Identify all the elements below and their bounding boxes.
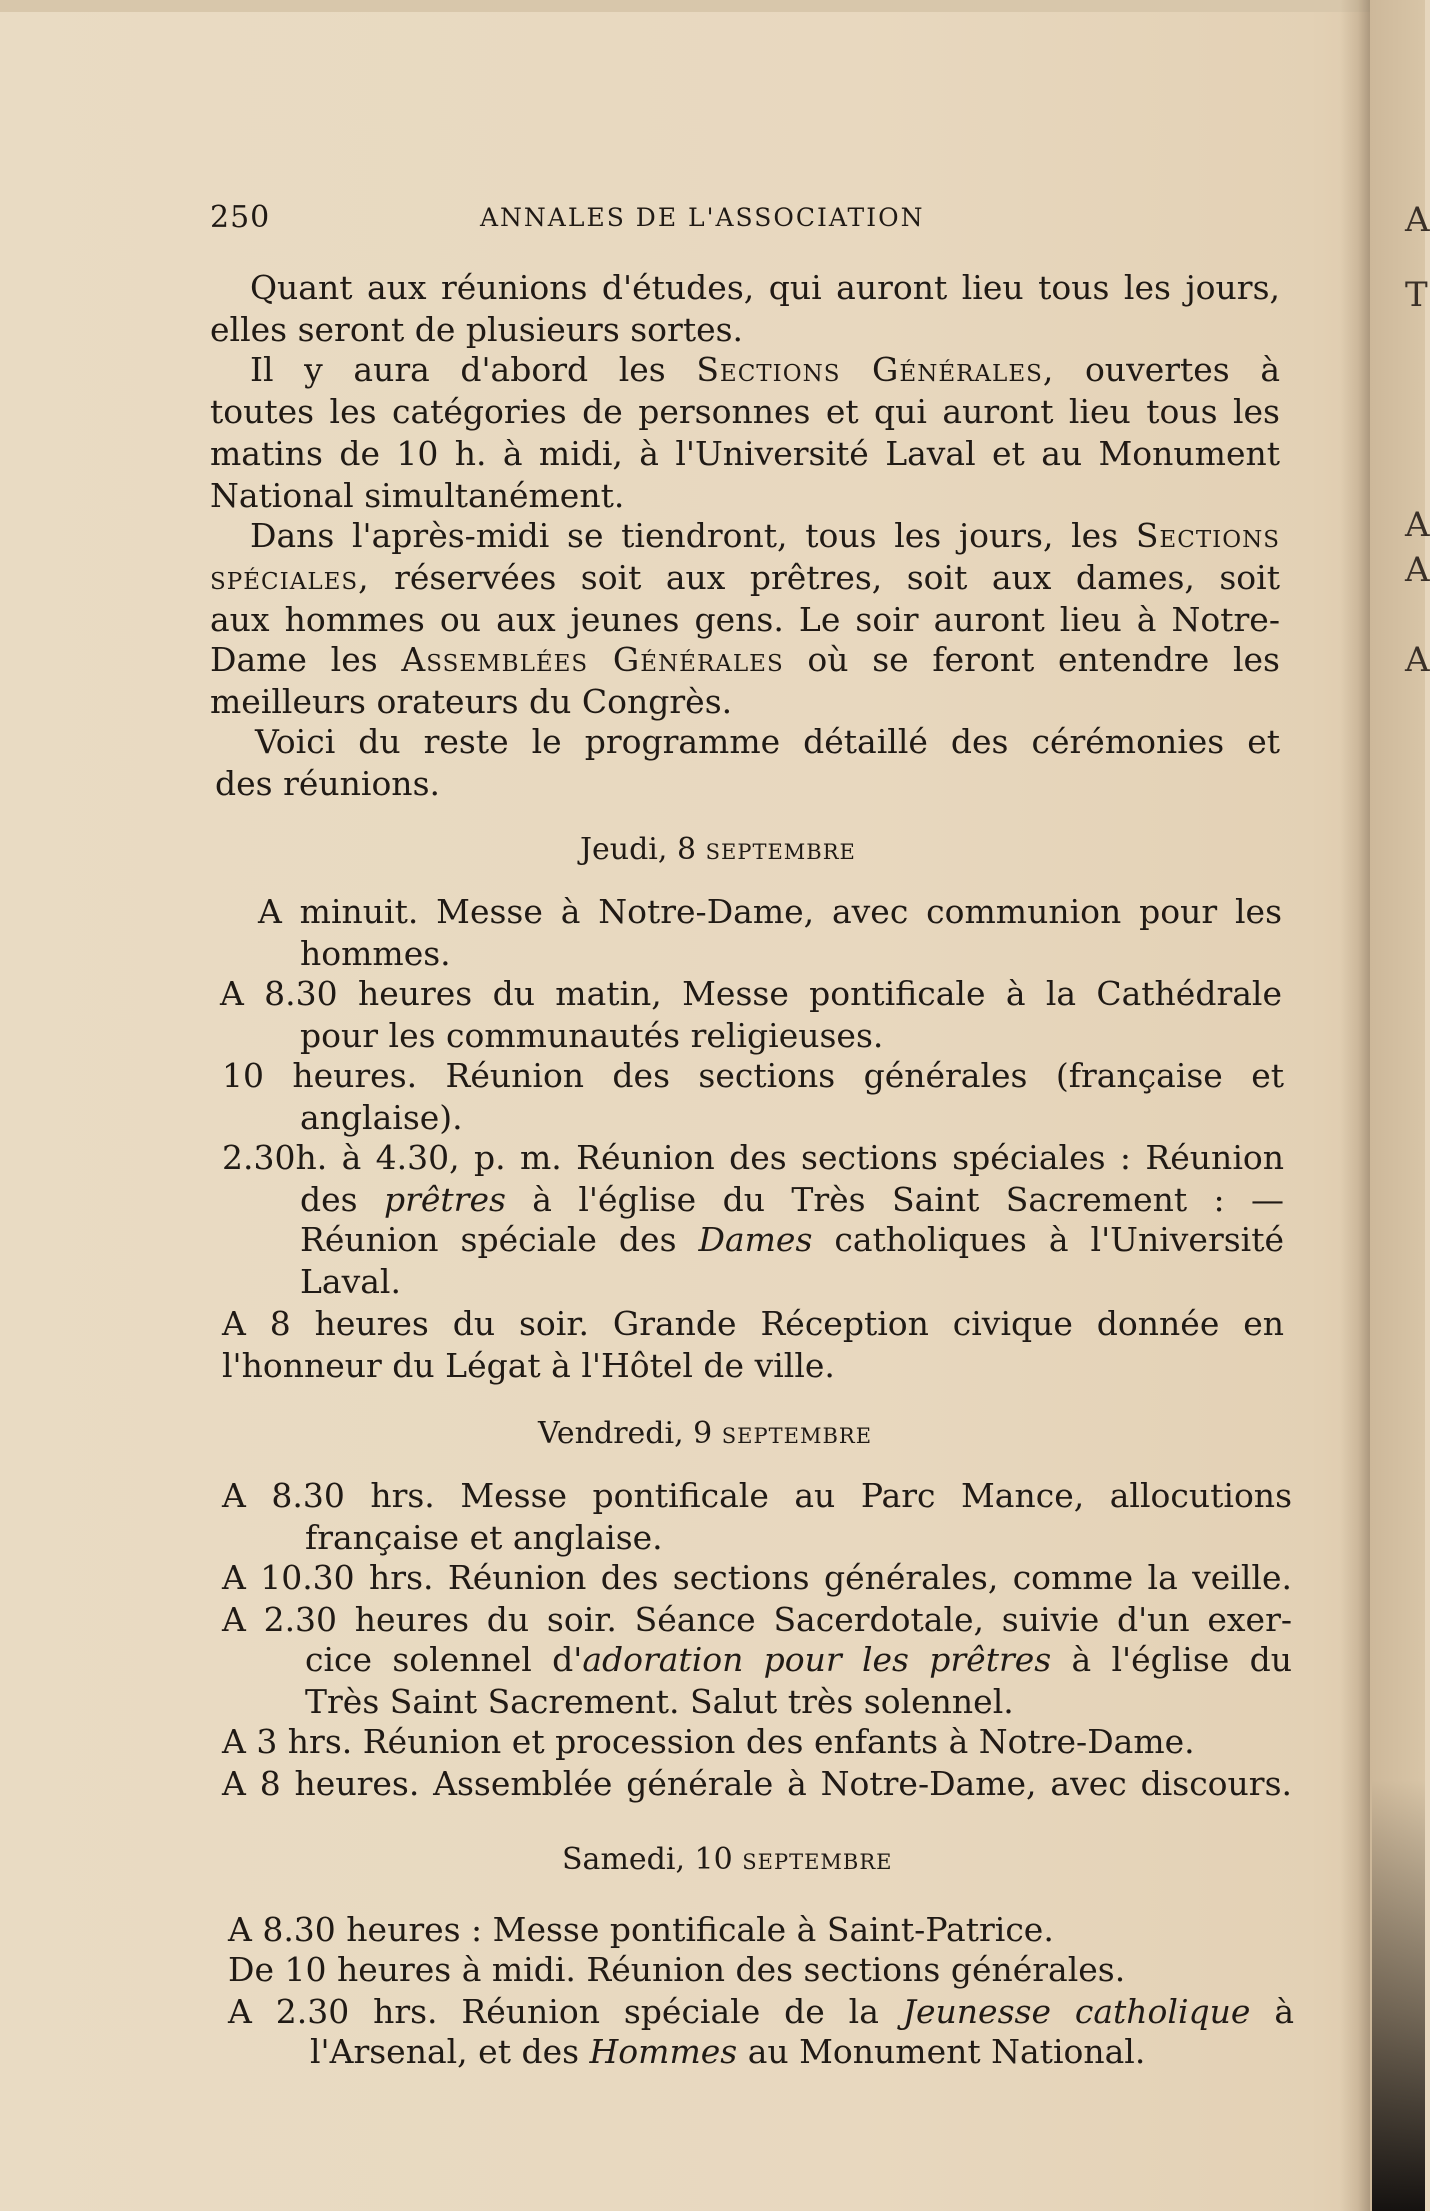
schedule-line: A 2.30 heures du soir. Séance Sacerdotale, suivie d'un exer-	[222, 1600, 1292, 1639]
schedule-line: cice solennel d'adoration pour les prêtres à l'église du	[305, 1640, 1293, 1679]
day-heading: Jeudi, 8 septembre	[580, 832, 856, 867]
page-header	[210, 200, 1290, 250]
text-line: des réunions.	[215, 764, 440, 803]
running-head: ANNALES DE L'ASSOCIATION	[480, 203, 925, 232]
text-line: Quant aux réunions d'études, qui auront lieu tous les jours,	[250, 268, 1280, 307]
schedule-line: anglaise).	[300, 1098, 463, 1137]
page-top-edge	[0, 0, 1425, 12]
schedule-line: l'Arsenal, et des Hommes au Monument National.	[310, 2032, 1146, 2071]
text-line: Dame les Assemblées Générales où se feront entendre les	[210, 640, 1280, 679]
schedule-line: A 2.30 hrs. Réunion spéciale de la Jeunesse catholique à	[228, 1992, 1294, 2031]
schedule-line: A 8 heures. Assemblée générale à Notre-Dame, avec discours.	[222, 1764, 1292, 1803]
schedule-line: De 10 heures à midi. Réunion des sections générales.	[228, 1950, 1126, 1989]
schedule-line: des prêtres à l'église du Très Saint Sacrement : —	[300, 1180, 1284, 1219]
page-number: 250	[210, 200, 271, 235]
schedule-line: hommes.	[300, 934, 451, 973]
next-page-fragment: A	[1405, 550, 1430, 590]
schedule-line: française et anglaise.	[305, 1518, 663, 1557]
schedule-line: A 8.30 hrs. Messe pontificale au Parc Mance, allocutions	[222, 1476, 1292, 1515]
schedule-line: 2.30h. à 4.30, p. m. Réunion des sections spéciales : Réunion	[222, 1138, 1284, 1177]
schedule-line: Réunion spéciale des Dames catholiques à l'Université	[300, 1220, 1284, 1259]
schedule-line: A 8 heures du soir. Grande Réception civique donnée en	[222, 1304, 1284, 1343]
next-page-fragment: T	[1405, 275, 1428, 315]
schedule-line: l'honneur du Légat à l'Hôtel de ville.	[222, 1346, 835, 1385]
schedule-line: 10 heures. Réunion des sections générales (française et	[222, 1056, 1284, 1095]
text-line: matins de 10 h. à midi, à l'Université Laval et au Monument	[210, 434, 1280, 473]
schedule-line: A minuit. Messe à Notre-Dame, avec communion pour les	[258, 892, 1282, 931]
text-line: Il y aura d'abord les Sections Générales, ouvertes à	[250, 350, 1280, 389]
text-line: toutes les catégories de personnes et qui auront lieu tous les	[210, 392, 1280, 431]
text-line: spéciales, réservées soit aux prêtres, soit aux dames, soit	[210, 558, 1280, 597]
next-page-fragment: A	[1405, 200, 1430, 240]
next-page-fragment: A	[1405, 505, 1430, 545]
text-line: Dans l'après-midi se tiendront, tous les jours, les Sections	[250, 516, 1280, 555]
schedule-line: Laval.	[300, 1262, 401, 1301]
day-heading: Samedi, 10 septembre	[562, 1842, 893, 1877]
schedule-line: pour les communautés religieuses.	[300, 1016, 884, 1055]
day-heading: Vendredi, 9 septembre	[538, 1416, 873, 1451]
schedule-line: A 8.30 heures : Messe pontificale à Saint-Patrice.	[228, 1910, 1054, 1949]
schedule-line: Très Saint Sacrement. Salut très solennel.	[305, 1682, 1014, 1721]
schedule-line: A 3 hrs. Réunion et procession des enfants à Notre-Dame.	[222, 1722, 1195, 1761]
schedule-line: A 10.30 hrs. Réunion des sections générales, comme la veille.	[222, 1558, 1292, 1597]
text-line: meilleurs orateurs du Congrès.	[210, 682, 733, 721]
schedule-line: A 8.30 heures du matin, Messe pontificale à la Cathédrale	[220, 974, 1282, 1013]
text-line: aux hommes ou aux jeunes gens. Le soir auront lieu à Notre-	[210, 600, 1280, 639]
next-page-shadow	[1372, 1780, 1425, 2211]
next-page-fragment: A	[1405, 640, 1430, 680]
gutter-shadow	[1340, 0, 1370, 2211]
text-line: Voici du reste le programme détaillé des cérémonies et	[255, 722, 1280, 761]
text-line: elles seront de plusieurs sortes.	[210, 310, 744, 349]
text-line: National simultanément.	[210, 476, 625, 515]
